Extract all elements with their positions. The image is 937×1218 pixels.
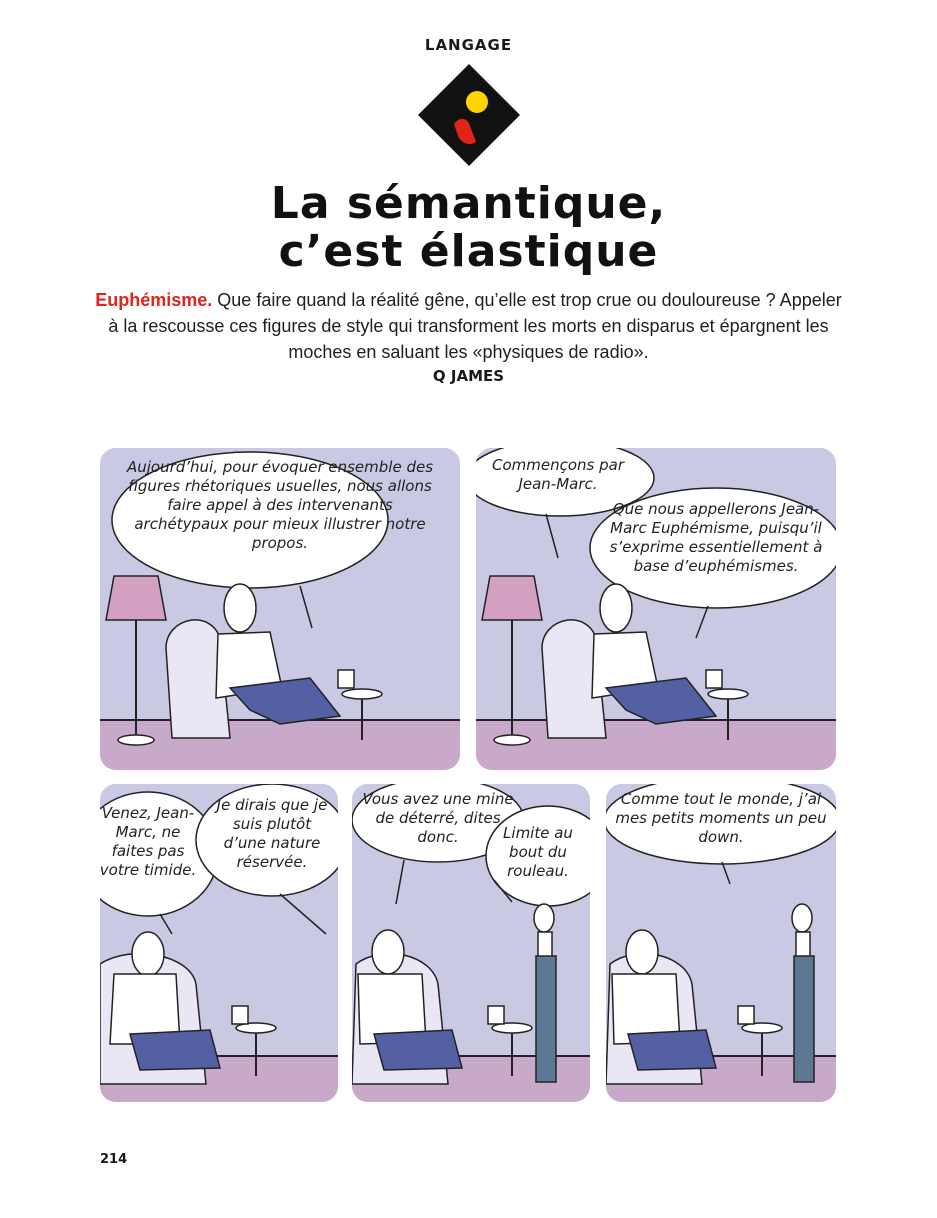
comic-panel-4: [352, 784, 590, 1102]
author-name: JAMES: [450, 367, 505, 385]
comic-panel-5: [606, 784, 836, 1102]
page-number: 214: [100, 1152, 128, 1167]
byline: Q JAMES: [432, 367, 505, 385]
panel-3-speech-bubble-a: Venez, Jean-Marc, ne faites pas votre timide.: [100, 804, 197, 879]
intro-paragraph: [90, 287, 847, 365]
panel-5-speech-bubble: Comme tout le monde, j’ai mes petits moments un peu down.: [615, 790, 827, 846]
page-title: [0, 180, 937, 276]
intro-keyword: Euphémisme.: [95, 290, 213, 310]
panel-2-art: [476, 448, 836, 770]
comic-panel-3: [100, 784, 338, 1102]
title-line-1: La sémantique,: [270, 178, 667, 229]
language-emblem-icon: [418, 64, 520, 166]
section-label: LANGAGE: [424, 36, 513, 54]
panel-1-speech-bubble: Aujourd’hui, pour évoquer ensemble des figures rhétoriques usuelles, nous allons faire appel à des intervenants archétypaux pour mieux illustrer notre propos.: [126, 458, 434, 552]
comic-panel-1: [100, 448, 460, 770]
panel-4-speech-bubble-b: Limite au bout du rouleau.: [503, 824, 573, 880]
panel-3-speech-bubble-b: Je dirais que je suis plutôt d’une nature réservée.: [216, 796, 328, 871]
intro-text: Que faire quand la réalité gêne, qu’elle est trop crue ou douloureuse ? Appeler à la rescousse ces figures de style qui transforment les morts en disparus et épargnent les moches en saluant les «physiques de radio».: [108, 290, 842, 362]
panel-2-speech-bubble-a: Commençons par Jean-Marc.: [491, 456, 624, 493]
panel-2-speech-bubble-b: Que nous appellerons Jean-Marc Euphémisme, puisqu’il s’exprime essentiellement à base d’euphémismes.: [609, 500, 823, 575]
comic-panel-2: [476, 448, 836, 770]
title-line-2: c’est élastique: [278, 226, 659, 277]
panel-4-speech-bubble-a: Vous avez une mine de déterré, dites donc.: [362, 790, 514, 846]
